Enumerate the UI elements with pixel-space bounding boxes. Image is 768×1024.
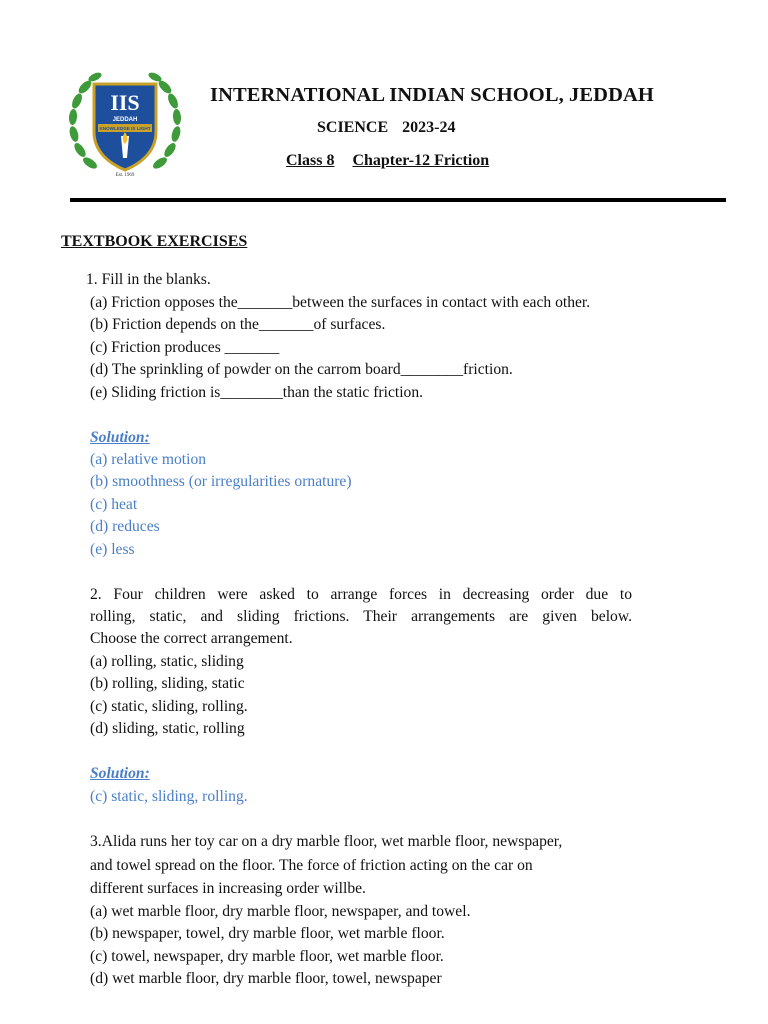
logo-motto: KNOWLEDGE IS LIGHT (99, 126, 151, 131)
header-divider (70, 198, 726, 202)
q1-answer: (a) relative motion (90, 451, 207, 468)
chapter-title: Chapter-12 Friction (352, 152, 490, 169)
q3-question-line: and towel spread on the floor. The force of friction acting on the car on (90, 857, 533, 874)
q1-item: (b) Friction depends on the_______of surfaces. (90, 316, 386, 333)
q1-item: (d) The sprinkling of powder on the carrom board________friction. (90, 361, 513, 378)
subject-name: SCIENCE (317, 119, 389, 136)
q2-question-line: rolling, static, and sliding frictions. Their arrangements are given below. (90, 608, 632, 625)
q3-option: (d) wet marble floor, dry marble floor, towel, newspaper (90, 970, 442, 987)
q1-question: 1. Fill in the blanks. (86, 271, 211, 288)
q3-option: (c) towel, newspaper, dry marble floor, wet marble floor. (90, 948, 444, 965)
q1-item: (e) Sliding friction is________than the static friction. (90, 384, 424, 401)
q1-item: (c) Friction produces _______ (90, 339, 280, 356)
q1-solution-label: Solution: (90, 429, 150, 446)
subject-line (317, 119, 455, 137)
school-name: INTERNATIONAL INDIAN SCHOOL, JEDDAH (210, 84, 654, 106)
class-label: Class 8 (286, 152, 335, 169)
q2-solution-label: Solution: (90, 765, 150, 782)
q2-option: (a) rolling, static, sliding (90, 653, 244, 670)
q1-answer: (c) heat (90, 496, 138, 513)
q1-answer: (e) less (90, 541, 135, 558)
q2-answer: (c) static, sliding, rolling. (90, 788, 248, 805)
q2-option: (d) sliding, static, rolling (90, 720, 245, 737)
logo-city: JEDDAH (112, 117, 138, 123)
q1-answer: (d) reduces (90, 518, 160, 535)
q1-item: (a) Friction opposes the_______between the surfaces in contact with each other. (90, 294, 591, 311)
section-title: TEXTBOOK EXERCISES (61, 233, 248, 250)
q2-option: (c) static, sliding, rolling. (90, 698, 248, 715)
school-logo (66, 70, 184, 182)
logo-initials: IIS (110, 90, 140, 115)
q1-answer: (b) smoothness (or irregularities ornature) (90, 473, 352, 490)
q3-option: (a) wet marble floor, dry marble floor, newspaper, and towel. (90, 903, 471, 920)
q2-option: (b) rolling, sliding, static (90, 675, 245, 692)
q3-question-line: 3.Alida runs her toy car on a dry marble floor, wet marble floor, newspaper, (90, 833, 563, 850)
q3-option: (b) newspaper, towel, dry marble floor, wet marble floor. (90, 925, 445, 942)
class-chapter-line (286, 152, 489, 170)
academic-year: 2023-24 (402, 119, 456, 136)
q2-question-line: 2. Four children were asked to arrange forces in decreasing order due to (90, 586, 632, 603)
q3-question-line: different surfaces in increasing order willbe. (90, 880, 366, 897)
logo-est: Est. 1969 (115, 173, 135, 178)
q2-question-line: Choose the correct arrangement. (90, 630, 293, 647)
